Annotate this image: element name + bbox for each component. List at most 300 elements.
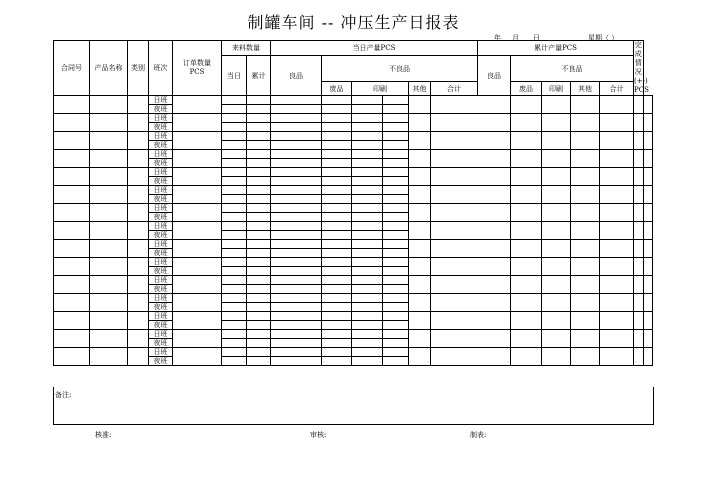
data-cell[interactable] <box>247 123 271 132</box>
data-cell[interactable] <box>352 348 383 357</box>
data-cell[interactable] <box>352 267 383 276</box>
data-cell[interactable] <box>247 339 271 348</box>
data-cell[interactable] <box>643 132 652 150</box>
data-cell[interactable] <box>383 357 409 366</box>
data-cell[interactable] <box>322 303 352 312</box>
data-cell[interactable] <box>247 168 271 177</box>
data-cell[interactable] <box>222 312 247 321</box>
order-qty-cell[interactable] <box>173 204 222 222</box>
contract-no-cell[interactable] <box>54 150 90 168</box>
data-cell[interactable] <box>352 168 383 177</box>
data-cell[interactable] <box>322 123 352 132</box>
contract-no-cell[interactable] <box>54 276 90 294</box>
data-cell[interactable] <box>542 330 571 348</box>
data-cell[interactable] <box>571 96 600 114</box>
data-cell[interactable] <box>511 204 542 222</box>
data-cell[interactable] <box>643 114 652 132</box>
data-cell[interactable] <box>600 258 634 276</box>
data-cell[interactable] <box>352 177 383 186</box>
data-cell[interactable] <box>247 114 271 123</box>
data-cell[interactable] <box>247 213 271 222</box>
category-cell[interactable] <box>128 330 149 348</box>
data-cell[interactable] <box>322 96 352 105</box>
data-cell[interactable] <box>634 132 643 150</box>
data-cell[interactable] <box>643 150 652 168</box>
data-cell[interactable] <box>600 132 634 150</box>
data-cell[interactable] <box>322 240 352 249</box>
data-cell[interactable] <box>322 294 352 303</box>
data-cell[interactable] <box>511 150 542 168</box>
product-name-cell[interactable] <box>90 114 128 132</box>
data-cell[interactable] <box>322 258 352 267</box>
data-cell[interactable] <box>222 186 247 195</box>
data-cell[interactable] <box>542 132 571 150</box>
data-cell[interactable] <box>383 186 409 195</box>
data-cell[interactable] <box>600 294 634 312</box>
data-cell[interactable] <box>643 348 652 366</box>
data-cell[interactable] <box>600 168 634 186</box>
order-qty-cell[interactable] <box>173 330 222 348</box>
data-cell[interactable] <box>352 312 383 321</box>
data-cell[interactable] <box>247 258 271 267</box>
data-cell[interactable] <box>431 312 511 330</box>
data-cell[interactable] <box>222 141 247 150</box>
category-cell[interactable] <box>128 258 149 276</box>
data-cell[interactable] <box>322 312 352 321</box>
data-cell[interactable] <box>409 240 431 258</box>
data-cell[interactable] <box>271 96 322 105</box>
data-cell[interactable] <box>634 240 643 258</box>
data-cell[interactable] <box>247 321 271 330</box>
data-cell[interactable] <box>322 357 352 366</box>
data-cell[interactable] <box>322 105 352 114</box>
contract-no-cell[interactable] <box>54 114 90 132</box>
data-cell[interactable] <box>511 330 542 348</box>
product-name-cell[interactable] <box>90 312 128 330</box>
data-cell[interactable] <box>271 114 322 123</box>
data-cell[interactable] <box>222 267 247 276</box>
data-cell[interactable] <box>222 357 247 366</box>
data-cell[interactable] <box>383 312 409 321</box>
data-cell[interactable] <box>271 222 322 231</box>
data-cell[interactable] <box>247 303 271 312</box>
data-cell[interactable] <box>271 231 322 240</box>
data-cell[interactable] <box>222 195 247 204</box>
data-cell[interactable] <box>542 114 571 132</box>
data-cell[interactable] <box>247 204 271 213</box>
data-cell[interactable] <box>431 240 511 258</box>
data-cell[interactable] <box>600 240 634 258</box>
data-cell[interactable] <box>409 276 431 294</box>
data-cell[interactable] <box>322 348 352 357</box>
data-cell[interactable] <box>431 186 511 204</box>
data-cell[interactable] <box>571 240 600 258</box>
data-cell[interactable] <box>634 348 643 366</box>
data-cell[interactable] <box>511 294 542 312</box>
data-cell[interactable] <box>431 204 511 222</box>
order-qty-cell[interactable] <box>173 96 222 114</box>
data-cell[interactable] <box>383 303 409 312</box>
data-cell[interactable] <box>431 276 511 294</box>
data-cell[interactable] <box>383 222 409 231</box>
data-cell[interactable] <box>542 150 571 168</box>
data-cell[interactable] <box>247 105 271 114</box>
data-cell[interactable] <box>571 258 600 276</box>
data-cell[interactable] <box>542 240 571 258</box>
data-cell[interactable] <box>383 258 409 267</box>
data-cell[interactable] <box>352 123 383 132</box>
data-cell[interactable] <box>271 258 322 267</box>
order-qty-cell[interactable] <box>173 312 222 330</box>
data-cell[interactable] <box>431 132 511 150</box>
data-cell[interactable] <box>383 114 409 123</box>
data-cell[interactable] <box>222 114 247 123</box>
data-cell[interactable] <box>542 276 571 294</box>
data-cell[interactable] <box>511 348 542 366</box>
data-cell[interactable] <box>222 258 247 267</box>
data-cell[interactable] <box>383 159 409 168</box>
data-cell[interactable] <box>511 312 542 330</box>
data-cell[interactable] <box>222 204 247 213</box>
order-qty-cell[interactable] <box>173 276 222 294</box>
product-name-cell[interactable] <box>90 186 128 204</box>
data-cell[interactable] <box>247 330 271 339</box>
data-cell[interactable] <box>352 159 383 168</box>
order-qty-cell[interactable] <box>173 222 222 240</box>
data-cell[interactable] <box>409 258 431 276</box>
data-cell[interactable] <box>600 276 634 294</box>
data-cell[interactable] <box>247 276 271 285</box>
data-cell[interactable] <box>409 150 431 168</box>
order-qty-cell[interactable] <box>173 240 222 258</box>
data-cell[interactable] <box>247 177 271 186</box>
data-cell[interactable] <box>271 159 322 168</box>
remarks-box[interactable] <box>53 387 654 425</box>
data-cell[interactable] <box>600 222 634 240</box>
data-cell[interactable] <box>542 312 571 330</box>
data-cell[interactable] <box>247 285 271 294</box>
data-cell[interactable] <box>322 249 352 258</box>
data-cell[interactable] <box>322 222 352 231</box>
data-cell[interactable] <box>352 96 383 105</box>
data-cell[interactable] <box>271 357 322 366</box>
category-cell[interactable] <box>128 186 149 204</box>
data-cell[interactable] <box>383 168 409 177</box>
data-cell[interactable] <box>247 150 271 159</box>
product-name-cell[interactable] <box>90 330 128 348</box>
data-cell[interactable] <box>271 204 322 213</box>
data-cell[interactable] <box>643 330 652 348</box>
data-cell[interactable] <box>222 321 247 330</box>
data-cell[interactable] <box>634 204 643 222</box>
order-qty-cell[interactable] <box>173 258 222 276</box>
data-cell[interactable] <box>271 330 322 339</box>
data-cell[interactable] <box>431 150 511 168</box>
data-cell[interactable] <box>511 186 542 204</box>
data-cell[interactable] <box>322 285 352 294</box>
data-cell[interactable] <box>511 132 542 150</box>
data-cell[interactable] <box>383 348 409 357</box>
data-cell[interactable] <box>643 312 652 330</box>
contract-no-cell[interactable] <box>54 294 90 312</box>
data-cell[interactable] <box>247 141 271 150</box>
data-cell[interactable] <box>571 222 600 240</box>
data-cell[interactable] <box>634 150 643 168</box>
product-name-cell[interactable] <box>90 294 128 312</box>
category-cell[interactable] <box>128 312 149 330</box>
data-cell[interactable] <box>383 294 409 303</box>
data-cell[interactable] <box>247 357 271 366</box>
data-cell[interactable] <box>247 249 271 258</box>
data-cell[interactable] <box>322 141 352 150</box>
data-cell[interactable] <box>643 96 652 114</box>
data-cell[interactable] <box>352 141 383 150</box>
data-cell[interactable] <box>643 258 652 276</box>
data-cell[interactable] <box>511 258 542 276</box>
data-cell[interactable] <box>247 132 271 141</box>
data-cell[interactable] <box>643 168 652 186</box>
data-cell[interactable] <box>222 294 247 303</box>
data-cell[interactable] <box>222 168 247 177</box>
data-cell[interactable] <box>352 339 383 348</box>
data-cell[interactable] <box>322 339 352 348</box>
data-cell[interactable] <box>409 294 431 312</box>
data-cell[interactable] <box>634 312 643 330</box>
data-cell[interactable] <box>322 150 352 159</box>
data-cell[interactable] <box>222 213 247 222</box>
data-cell[interactable] <box>383 231 409 240</box>
contract-no-cell[interactable] <box>54 330 90 348</box>
data-cell[interactable] <box>222 105 247 114</box>
contract-no-cell[interactable] <box>54 186 90 204</box>
order-qty-cell[interactable] <box>173 186 222 204</box>
data-cell[interactable] <box>247 96 271 105</box>
product-name-cell[interactable] <box>90 204 128 222</box>
data-cell[interactable] <box>542 294 571 312</box>
data-cell[interactable] <box>511 114 542 132</box>
data-cell[interactable] <box>643 222 652 240</box>
data-cell[interactable] <box>383 321 409 330</box>
data-cell[interactable] <box>431 222 511 240</box>
data-cell[interactable] <box>352 285 383 294</box>
data-cell[interactable] <box>511 96 542 114</box>
data-cell[interactable] <box>511 276 542 294</box>
data-cell[interactable] <box>352 240 383 249</box>
data-cell[interactable] <box>600 204 634 222</box>
data-cell[interactable] <box>222 285 247 294</box>
data-cell[interactable] <box>542 96 571 114</box>
data-cell[interactable] <box>431 96 511 114</box>
data-cell[interactable] <box>322 330 352 339</box>
data-cell[interactable] <box>271 240 322 249</box>
data-cell[interactable] <box>634 96 643 114</box>
order-qty-cell[interactable] <box>173 132 222 150</box>
data-cell[interactable] <box>222 231 247 240</box>
data-cell[interactable] <box>271 321 322 330</box>
data-cell[interactable] <box>542 348 571 366</box>
contract-no-cell[interactable] <box>54 204 90 222</box>
data-cell[interactable] <box>383 276 409 285</box>
data-cell[interactable] <box>222 348 247 357</box>
data-cell[interactable] <box>542 168 571 186</box>
data-cell[interactable] <box>322 204 352 213</box>
data-cell[interactable] <box>571 348 600 366</box>
data-cell[interactable] <box>322 114 352 123</box>
data-cell[interactable] <box>352 276 383 285</box>
data-cell[interactable] <box>222 249 247 258</box>
data-cell[interactable] <box>271 339 322 348</box>
data-cell[interactable] <box>600 312 634 330</box>
data-cell[interactable] <box>571 150 600 168</box>
data-cell[interactable] <box>634 222 643 240</box>
data-cell[interactable] <box>271 267 322 276</box>
data-cell[interactable] <box>383 105 409 114</box>
data-cell[interactable] <box>383 123 409 132</box>
data-cell[interactable] <box>511 168 542 186</box>
data-cell[interactable] <box>352 213 383 222</box>
order-qty-cell[interactable] <box>173 150 222 168</box>
contract-no-cell[interactable] <box>54 240 90 258</box>
data-cell[interactable] <box>600 330 634 348</box>
data-cell[interactable] <box>352 258 383 267</box>
data-cell[interactable] <box>222 303 247 312</box>
data-cell[interactable] <box>643 186 652 204</box>
data-cell[interactable] <box>352 114 383 123</box>
data-cell[interactable] <box>247 312 271 321</box>
data-cell[interactable] <box>271 276 322 285</box>
data-cell[interactable] <box>352 150 383 159</box>
data-cell[interactable] <box>600 96 634 114</box>
data-cell[interactable] <box>247 348 271 357</box>
data-cell[interactable] <box>634 168 643 186</box>
data-cell[interactable] <box>352 132 383 141</box>
data-cell[interactable] <box>634 258 643 276</box>
data-cell[interactable] <box>222 177 247 186</box>
data-cell[interactable] <box>352 204 383 213</box>
data-cell[interactable] <box>431 294 511 312</box>
contract-no-cell[interactable] <box>54 168 90 186</box>
category-cell[interactable] <box>128 114 149 132</box>
category-cell[interactable] <box>128 150 149 168</box>
data-cell[interactable] <box>409 168 431 186</box>
data-cell[interactable] <box>383 150 409 159</box>
data-cell[interactable] <box>271 186 322 195</box>
data-cell[interactable] <box>352 249 383 258</box>
data-cell[interactable] <box>383 195 409 204</box>
data-cell[interactable] <box>431 348 511 366</box>
data-cell[interactable] <box>352 231 383 240</box>
data-cell[interactable] <box>409 330 431 348</box>
data-cell[interactable] <box>600 186 634 204</box>
data-cell[interactable] <box>383 141 409 150</box>
data-cell[interactable] <box>222 222 247 231</box>
data-cell[interactable] <box>571 132 600 150</box>
data-cell[interactable] <box>409 96 431 114</box>
data-cell[interactable] <box>600 150 634 168</box>
data-cell[interactable] <box>322 186 352 195</box>
data-cell[interactable] <box>271 312 322 321</box>
data-cell[interactable] <box>271 123 322 132</box>
data-cell[interactable] <box>352 195 383 204</box>
data-cell[interactable] <box>271 294 322 303</box>
category-cell[interactable] <box>128 240 149 258</box>
data-cell[interactable] <box>322 213 352 222</box>
data-cell[interactable] <box>222 96 247 105</box>
data-cell[interactable] <box>634 330 643 348</box>
data-cell[interactable] <box>571 312 600 330</box>
product-name-cell[interactable] <box>90 240 128 258</box>
data-cell[interactable] <box>322 132 352 141</box>
data-cell[interactable] <box>271 150 322 159</box>
data-cell[interactable] <box>431 168 511 186</box>
data-cell[interactable] <box>634 114 643 132</box>
data-cell[interactable] <box>383 249 409 258</box>
data-cell[interactable] <box>271 303 322 312</box>
data-cell[interactable] <box>571 168 600 186</box>
data-cell[interactable] <box>247 240 271 249</box>
data-cell[interactable] <box>431 330 511 348</box>
data-cell[interactable] <box>511 222 542 240</box>
data-cell[interactable] <box>352 222 383 231</box>
data-cell[interactable] <box>322 195 352 204</box>
data-cell[interactable] <box>322 267 352 276</box>
data-cell[interactable] <box>222 123 247 132</box>
product-name-cell[interactable] <box>90 276 128 294</box>
data-cell[interactable] <box>271 132 322 141</box>
data-cell[interactable] <box>383 204 409 213</box>
order-qty-cell[interactable] <box>173 168 222 186</box>
data-cell[interactable] <box>383 267 409 276</box>
contract-no-cell[interactable] <box>54 132 90 150</box>
data-cell[interactable] <box>383 330 409 339</box>
data-cell[interactable] <box>409 348 431 366</box>
data-cell[interactable] <box>571 330 600 348</box>
data-cell[interactable] <box>247 231 271 240</box>
product-name-cell[interactable] <box>90 96 128 114</box>
data-cell[interactable] <box>383 285 409 294</box>
data-cell[interactable] <box>409 114 431 132</box>
data-cell[interactable] <box>383 177 409 186</box>
data-cell[interactable] <box>571 114 600 132</box>
data-cell[interactable] <box>571 276 600 294</box>
data-cell[interactable] <box>571 204 600 222</box>
data-cell[interactable] <box>247 195 271 204</box>
data-cell[interactable] <box>643 240 652 258</box>
data-cell[interactable] <box>247 186 271 195</box>
data-cell[interactable] <box>409 222 431 240</box>
category-cell[interactable] <box>128 96 149 114</box>
data-cell[interactable] <box>542 222 571 240</box>
product-name-cell[interactable] <box>90 348 128 366</box>
data-cell[interactable] <box>247 294 271 303</box>
category-cell[interactable] <box>128 222 149 240</box>
data-cell[interactable] <box>247 267 271 276</box>
data-cell[interactable] <box>600 114 634 132</box>
data-cell[interactable] <box>383 96 409 105</box>
data-cell[interactable] <box>271 249 322 258</box>
category-cell[interactable] <box>128 348 149 366</box>
data-cell[interactable] <box>247 159 271 168</box>
data-cell[interactable] <box>271 285 322 294</box>
data-cell[interactable] <box>352 303 383 312</box>
category-cell[interactable] <box>128 276 149 294</box>
product-name-cell[interactable] <box>90 132 128 150</box>
data-cell[interactable] <box>222 276 247 285</box>
data-cell[interactable] <box>322 231 352 240</box>
data-cell[interactable] <box>643 294 652 312</box>
contract-no-cell[interactable] <box>54 222 90 240</box>
data-cell[interactable] <box>431 114 511 132</box>
